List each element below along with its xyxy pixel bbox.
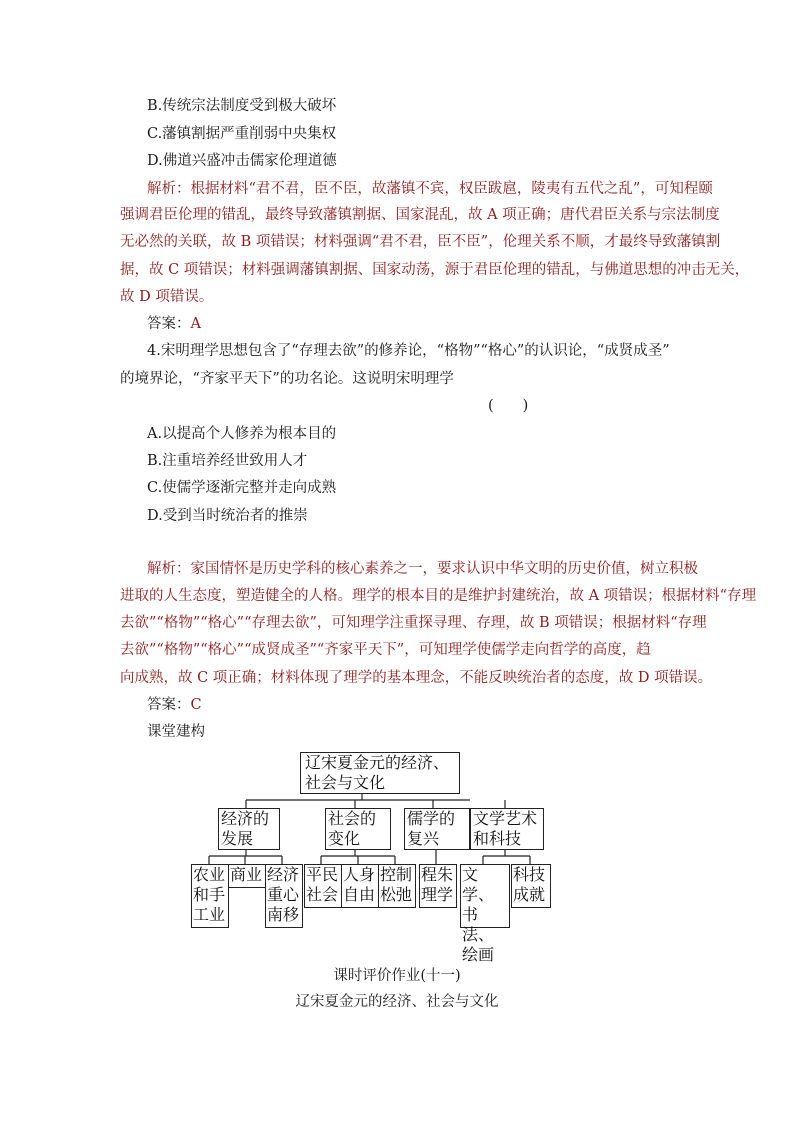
q3-analysis-line: 解析：根据材料“君不君，臣不臣，故藩镇不宾，权臣跋扈，陵夷有五代之乱”，可知程颐 — [147, 181, 713, 197]
q3-analysis-line: 故 D 项错误。 — [120, 289, 214, 305]
q4-analysis-line: 解析：家国情怀是历史学科的核心素养之一，要求认识中华文明的历史价值，树立积极 — [147, 561, 698, 577]
q4-option-d: D.受到当时统治者的推崇 — [147, 508, 308, 524]
answer-label: 答案： — [147, 697, 191, 713]
q3-option-d: D.佛道兴盛冲击儒家伦理道德 — [147, 153, 337, 169]
q4-stem-line: 4.宋明理学思想包含了“存理去欲”的修养论，“格物”“格心”的认识论，“成贤成圣” — [147, 343, 670, 359]
answer-label: 答案： — [147, 316, 191, 332]
leaf-cheng-zhu-neo-confucianism: 程朱 理学 — [419, 864, 457, 908]
q4-option-a: A.以提高个人修养为根本目的 — [147, 426, 337, 442]
section-title: 课堂建构 — [147, 724, 205, 740]
leaf-personal-freedom: 人身 自由 — [341, 864, 379, 908]
q4-analysis-line: 进取的人生态度，塑造健全的人格。理学的根本目的是维护封建统治，故 A 项错误；根据材料“存理 — [120, 588, 757, 604]
leaf-economic-center-south: 经济 重心 南移 — [265, 864, 303, 928]
leaf-literature-calligraphy-painting: 文学、 书法、 绘画 — [460, 864, 510, 928]
q3-analysis-line: 无必然的关联，故 B 项错误；材料强调“君不君，臣不臣”，伦理关系不顺，才最终导致藩镇割 — [120, 234, 721, 250]
leaf-control-relaxed: 控制 松弛 — [378, 864, 416, 908]
branch-society: 社会的 变化 — [325, 808, 391, 850]
q4-answer-bracket: ( ) — [488, 398, 529, 414]
q3-option-b: B.传统宗法制度受到极大破坏 — [147, 98, 337, 114]
assignment-subtitle: 辽宋夏金元的经济、社会与文化 — [295, 994, 499, 1010]
q4-option-c: C.使儒学逐渐完整并走向成熟 — [147, 480, 337, 496]
branch-confucianism: 儒学的 复兴 — [404, 808, 470, 850]
tree-root: 辽宋夏金元的经济、 社会与文化 — [300, 752, 460, 794]
assignment-title: 课时评价作业(十一) — [333, 968, 461, 984]
branch-economy: 经济的 发展 — [218, 808, 280, 850]
q3-analysis-line: 强调君臣伦理的错乱，最终导致藩镇割据、国家混乱，故 A 项正确；唐代君臣关系与宗法制度 — [120, 207, 720, 223]
branch-literature-science: 文学艺术 和科技 — [470, 808, 544, 850]
q4-analysis-line: 去欲”“格物”“格心”“存理去欲”，可知理学注重探寻理、存理，故 B 项错误；根据材料“存理 — [120, 615, 707, 631]
q4-analysis-line: 向成熟，故 C 项正确；材料体现了理学的基本理念，不能反映统治者的态度，故 D 项错误。 — [120, 670, 713, 686]
q4-stem-line: 的境界论，“齐家平天下”的功名论。这说明宋明理学 — [120, 371, 454, 387]
leaf-science-achievements: 科技 成就 — [511, 864, 551, 908]
leaf-agriculture-handicraft: 农业 和手 工业 — [191, 864, 229, 928]
q3-analysis-line: 据，故 C 项错误；材料强调藩镇割据、国家动荡，源于君臣伦理的错乱，与佛道思想的冲击无关， — [120, 262, 750, 278]
q4-analysis-line: 去欲”“格物”“格心”“成贤成圣”“齐家平天下”，可知理学使儒学走向哲学的高度，趋 — [120, 642, 651, 658]
q4-option-b: B.注重培养经世致用人才 — [147, 453, 308, 469]
answer-value: A — [190, 316, 201, 332]
leaf-commerce: 商业 — [228, 864, 266, 888]
answer-value: C — [190, 697, 202, 713]
leaf-commoner-society: 平民 社会 — [304, 864, 342, 908]
q3-option-c: C.藩镇割据严重削弱中央集权 — [147, 126, 337, 142]
